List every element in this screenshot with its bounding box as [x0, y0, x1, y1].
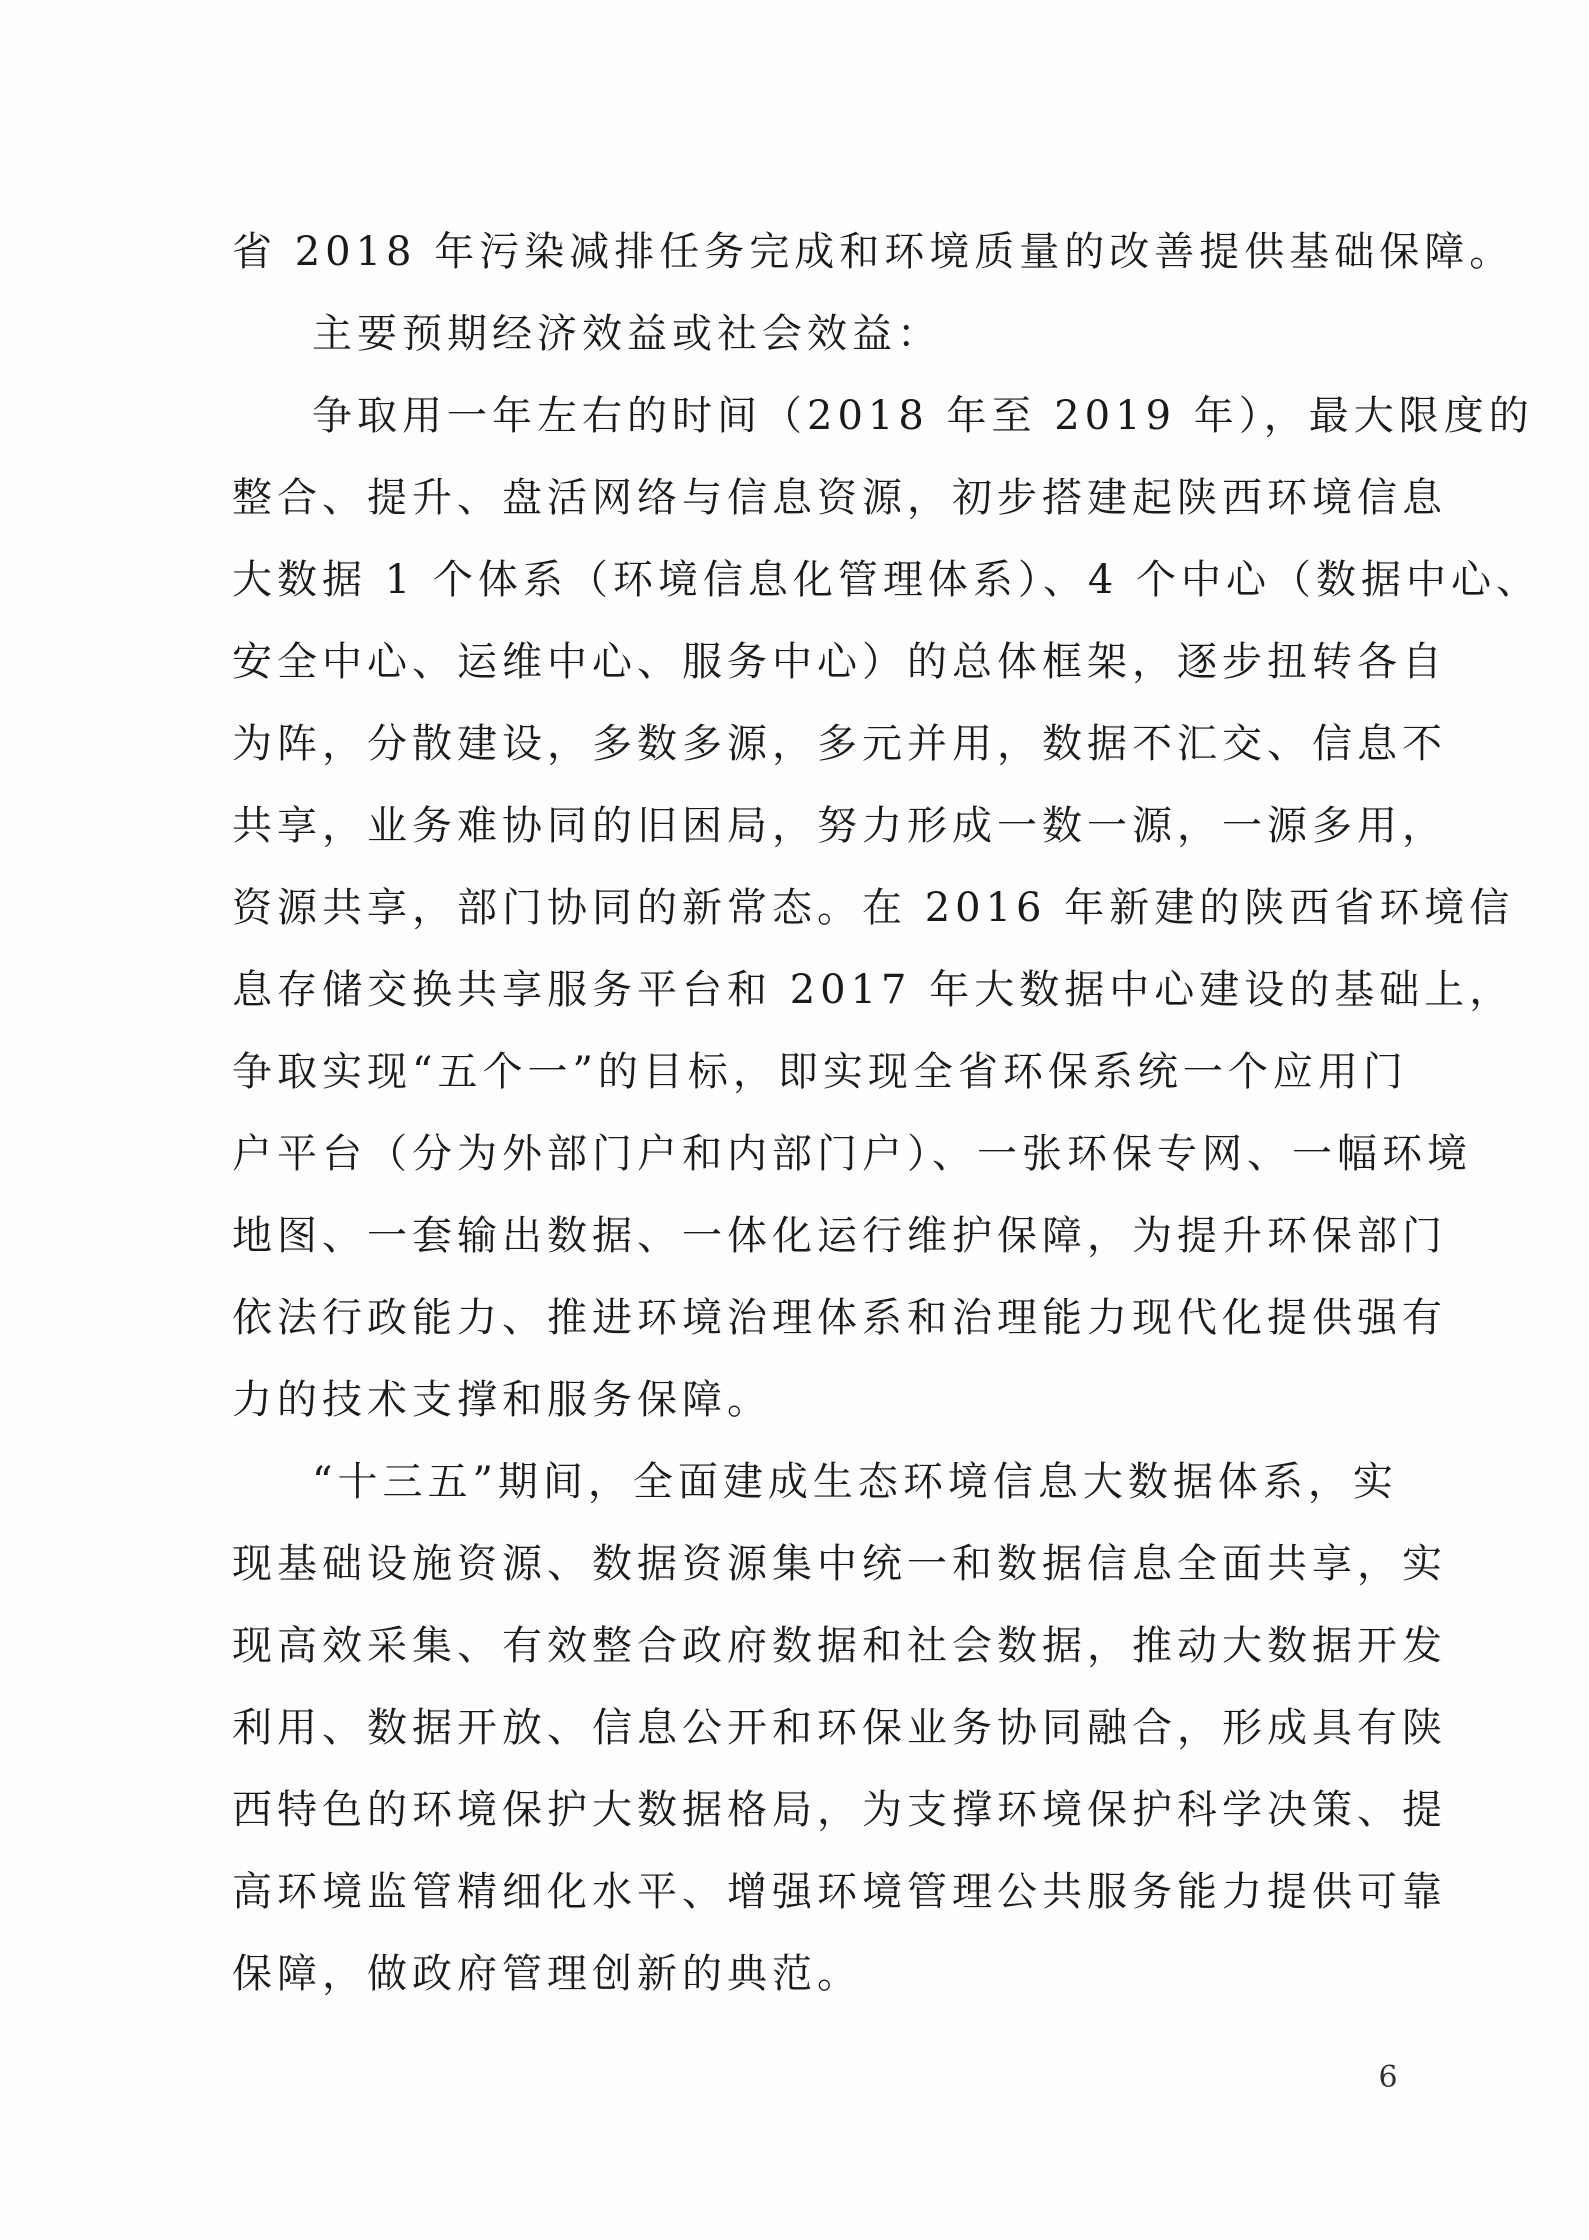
text-line: 资源共享，部门协同的新常态。在 2016 年新建的陕西省环境信: [232, 885, 1515, 931]
text-line: 依法行政能力、推进环境治理体系和治理能力现代化提供强有: [232, 1295, 1447, 1341]
text-line: 利用、数据开放、信息公开和环保业务协同融合，形成具有陕: [232, 1705, 1447, 1751]
text-line: 整合、提升、盘活网络与信息资源，初步搭建起陕西环境信息: [232, 475, 1447, 521]
text-line: 大数据 1 个体系（环境信息化管理体系）、4 个中心（数据中心、: [232, 557, 1542, 603]
text-line: 共享，业务难协同的旧困局，努力形成一数一源，一源多用，: [232, 803, 1447, 849]
text-line: 地图、一套输出数据、一体化运行维护保障，为提升环保部门: [232, 1213, 1447, 1259]
text-line: 现基础设施资源、数据资源集中统一和数据信息全面共享，实: [232, 1541, 1447, 1587]
text-line: 高环境监管精细化水平、增强环境管理公共服务能力提供可靠: [232, 1869, 1447, 1915]
text-line: 息存储交换共享服务平台和 2017 年大数据中心建设的基础上，: [232, 967, 1515, 1013]
text-line: 安全中心、运维中心、服务中心）的总体框架，逐步扭转各自: [232, 639, 1447, 685]
text-line: 力的技术支撑和服务保障。: [232, 1377, 772, 1423]
text-line: 户平台（分为外部门户和内部门户）、一张环保专网、一幅环境: [232, 1131, 1472, 1177]
text-line: 西特色的环境保护大数据格局，为支撑环境保护科学决策、提: [232, 1787, 1447, 1833]
text-line: “十三五”期间，全面建成生态环境信息大数据体系，实: [312, 1459, 1398, 1505]
page-number: 6: [1378, 2060, 1398, 2095]
text-line: 省 2018 年污染减排任务完成和环境质量的改善提供基础保障。: [232, 229, 1515, 275]
text-line: 现高效采集、有效整合政府数据和社会数据，推动大数据开发: [232, 1623, 1447, 1669]
text-line: 保障，做政府管理创新的典范。: [232, 1951, 862, 1997]
text-line: 争取用一年左右的时间（2018 年至 2019 年），最大限度的: [312, 393, 1534, 439]
section-heading: 主要预期经济效益或社会效益：: [312, 311, 942, 357]
text-line: 争取实现“五个一”的目标，即实现全省环保系统一个应用门: [232, 1049, 1408, 1095]
text-line: 为阵，分散建设，多数多源，多元并用，数据不汇交、信息不: [232, 721, 1447, 767]
